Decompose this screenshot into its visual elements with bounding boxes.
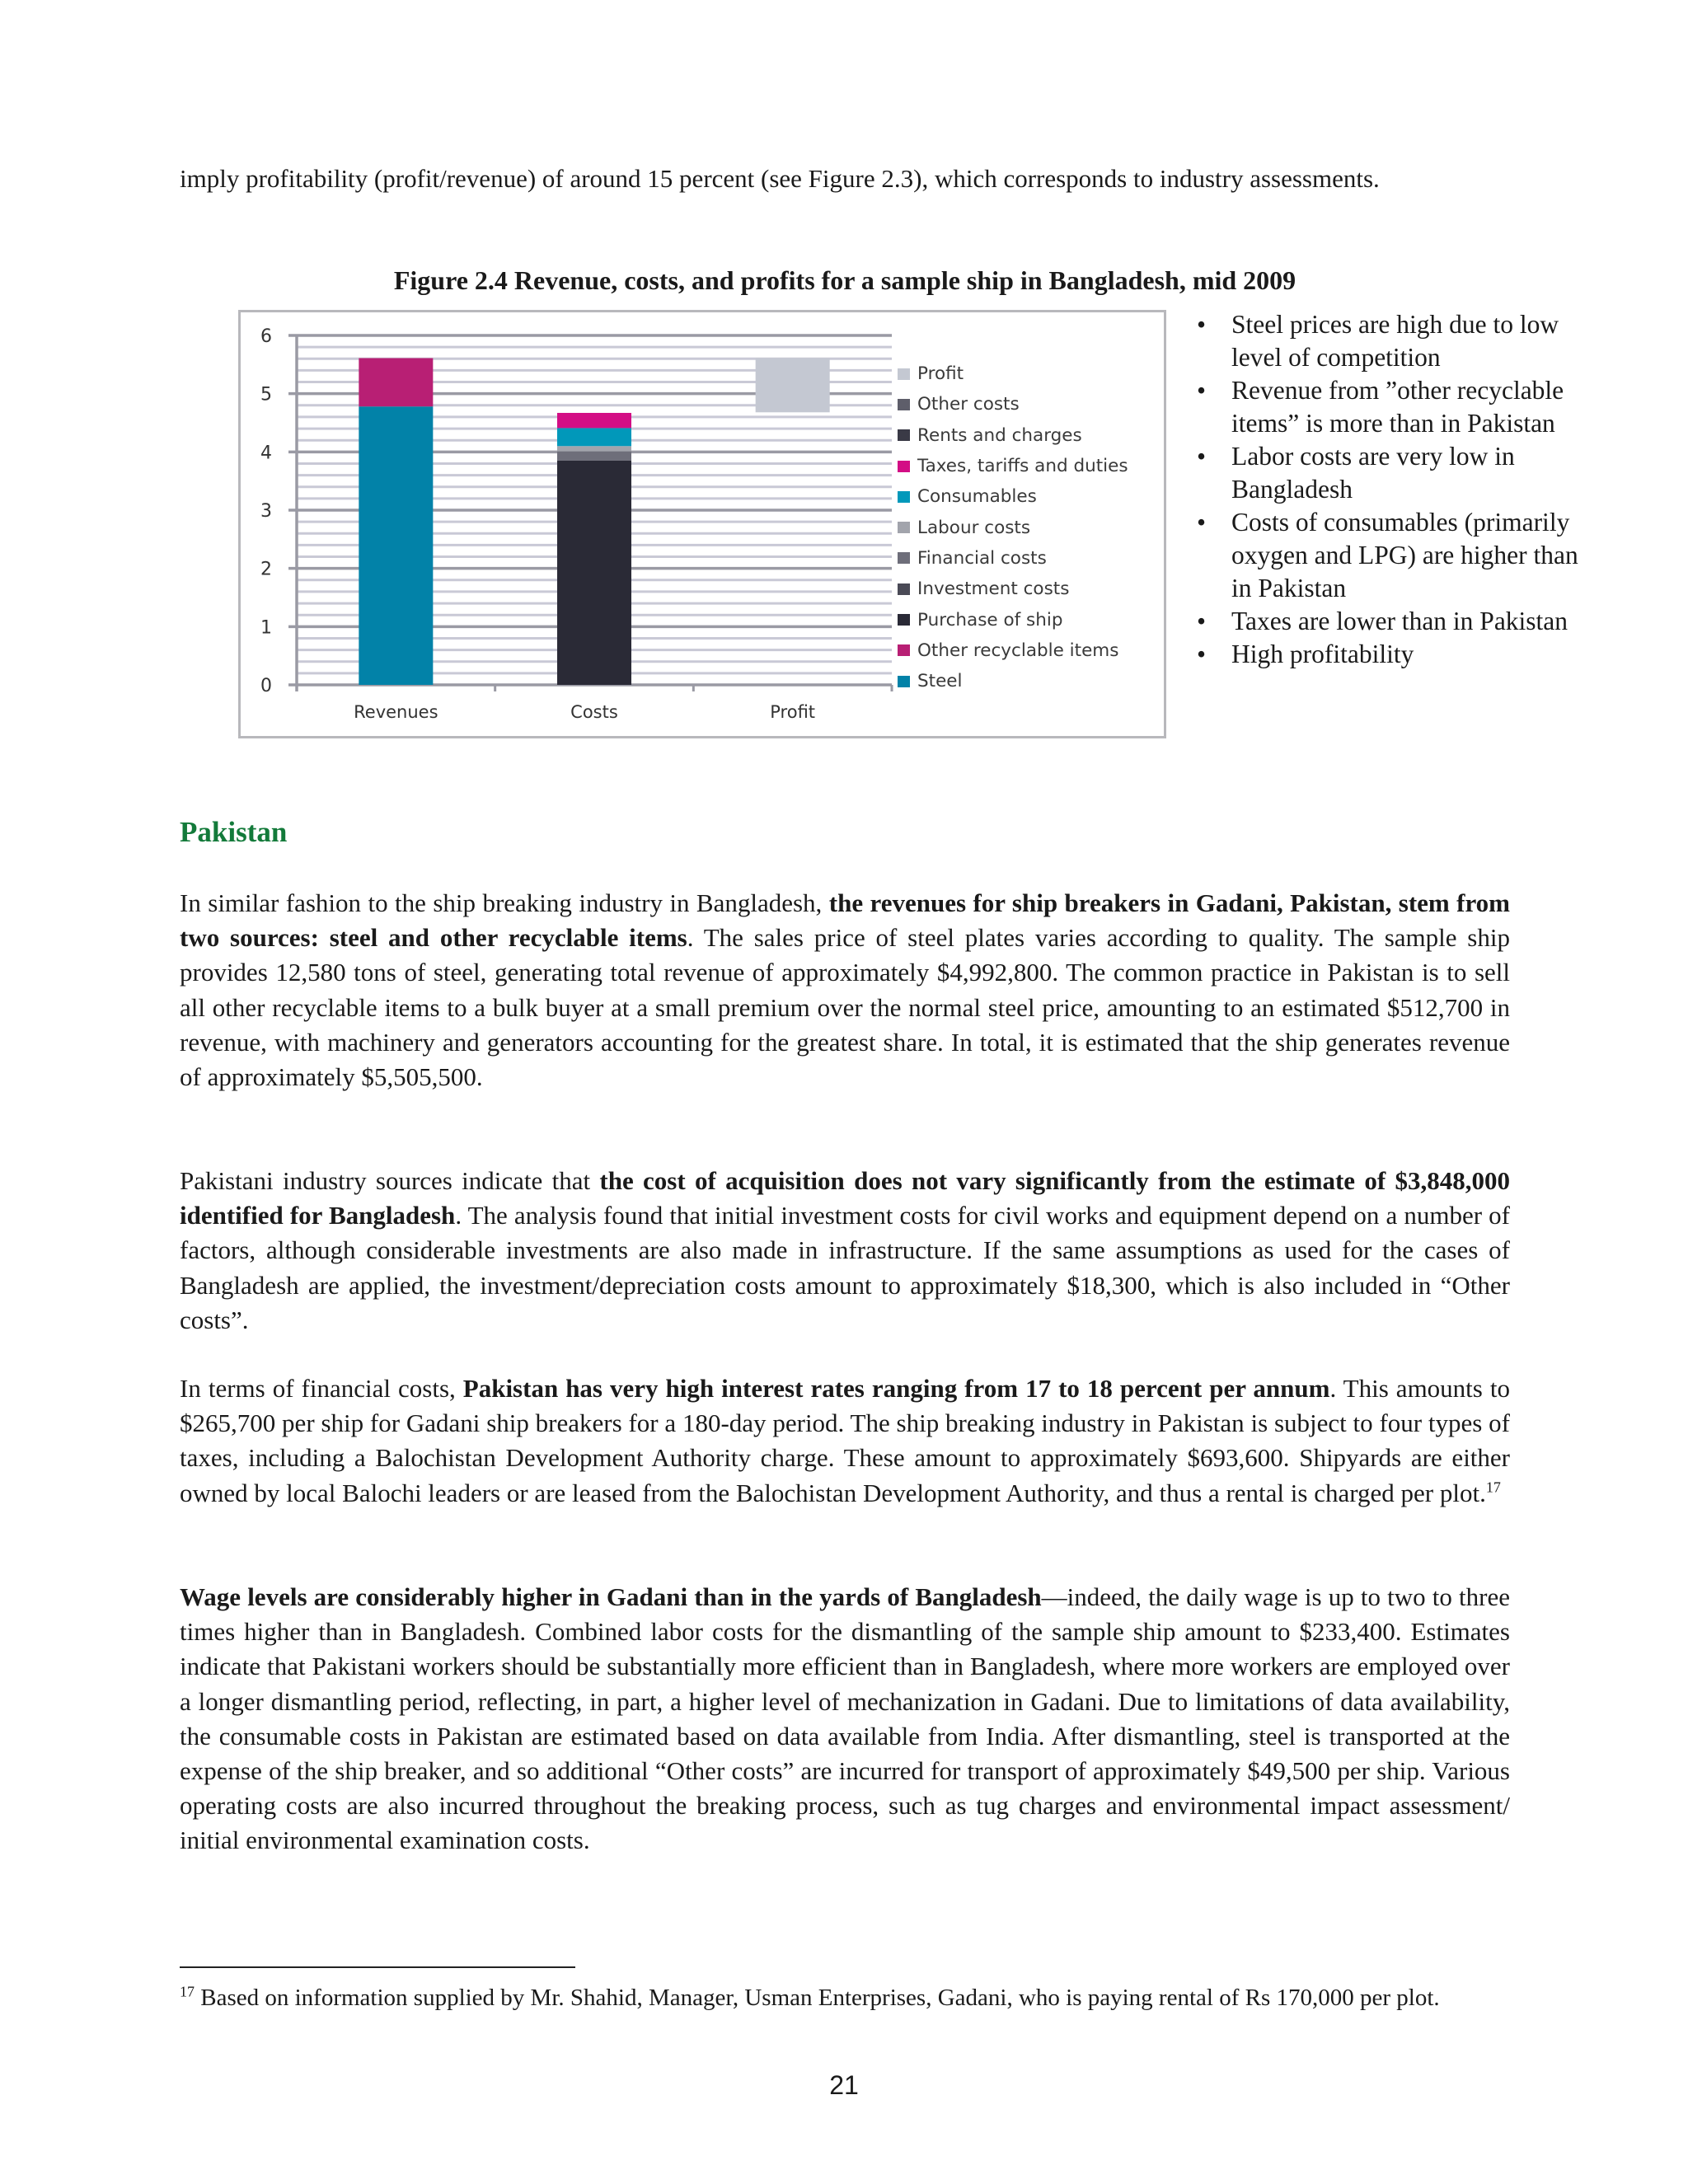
- p3-bold: Pakistan has very high interest rates ranging from 17 to 18 percent per annum: [462, 1374, 1330, 1403]
- page-number: 21: [829, 2070, 859, 2100]
- footnote-17: [180, 1981, 1510, 2014]
- legend-label: Investment costs: [917, 579, 1070, 600]
- section-heading-pakistan: Pakistan: [180, 816, 288, 848]
- bar-segment-labour-costs: [557, 446, 631, 451]
- footnote-divider: [180, 1966, 575, 1968]
- x-category-label: Revenues: [354, 702, 438, 722]
- p2-bold: the cost of acquisition does not vary significantly from the estimate of $3,848,000 identified for Bangladesh: [180, 1166, 1510, 1230]
- legend-label: Financial costs: [917, 547, 1047, 569]
- footnote-text: Based on information supplied by Mr. Shahid, Manager, Usman Enterprises, Gadani, who is paying rental of Rs 170,000 per plot.: [195, 1985, 1440, 2011]
- p2-text: Pakistani industry sources indicate that: [180, 1166, 600, 1195]
- footnote-reference[interactable]: 17: [1485, 1479, 1501, 1496]
- legend-swatch-icon: [898, 614, 910, 626]
- paragraph-acquisition: [180, 1164, 1510, 1338]
- legend-swatch-icon: [898, 461, 910, 472]
- legend-swatch-icon: [898, 429, 910, 441]
- legend-item: [898, 389, 1128, 419]
- y-tick-label: 1: [260, 617, 272, 639]
- y-tick-label: 6: [260, 326, 272, 347]
- legend-swatch-icon: [898, 491, 910, 503]
- x-category-label: Costs: [570, 702, 618, 722]
- bar-segment-purchase-of-ship: [557, 461, 631, 685]
- legend-label: Steel: [917, 671, 963, 692]
- p4-bold: Wage levels are considerably higher in Gadani than in the yards of Bangladesh: [180, 1582, 1042, 1611]
- bar-segment-consumables: [557, 428, 631, 446]
- paragraph-wages: [180, 1580, 1510, 1858]
- legend-label: Rents and charges: [917, 424, 1082, 446]
- legend-label: Other recyclable items: [917, 640, 1119, 661]
- figure-caption: Figure 2.4 Revenue, costs, and profits for a sample ship in Bangladesh, mid 2009: [393, 265, 1296, 295]
- bullet-item: • Taxes are lower than in Pakistan: [1197, 605, 1592, 638]
- legend-item: [898, 543, 1128, 574]
- y-tick-label: 4: [260, 443, 272, 464]
- bar-segment-other-recyclable-items: [359, 359, 433, 407]
- bullet-item: • Costs of consumables (primarily oxygen and LPG) are higher than in Pakistan: [1197, 506, 1592, 605]
- y-tick-label: 3: [260, 501, 272, 522]
- x-category-label: Profit: [770, 702, 816, 722]
- stacked-bar-chart: [238, 310, 1166, 738]
- legend-swatch-icon: [898, 583, 910, 595]
- legend-item: [898, 604, 1128, 635]
- footnote-number: 17: [180, 1983, 195, 2000]
- p1-text-cont: . The sales price of steel plates varies according to quality. The sample ship provides 12,580 tons of steel, generating total revenue of approximately $4,992,800. The common practice in Pakistan is to sell all other recyclable items to a bulk buyer at a small premium over the normal steel price, amounting to an estimated $512,700 in revenue, with machinery and generators accounting for the greatest share. In total, it is estimated that the ship generates revenue of approximately $5,505,500.: [180, 923, 1510, 1092]
- legend-swatch-icon: [898, 399, 910, 410]
- chart-legend: [898, 359, 1128, 696]
- paragraph-revenues: [180, 886, 1510, 1094]
- figure-bullet-list: [1197, 308, 1592, 671]
- legend-swatch-icon: [898, 368, 910, 380]
- legend-item: [898, 512, 1128, 542]
- bar-segment-financial-costs: [557, 452, 631, 461]
- legend-label: Profit: [917, 363, 964, 385]
- bullet-item: • High profitability: [1197, 638, 1592, 671]
- intro-paragraph: [180, 162, 1510, 196]
- p3-text-cont: . This amounts to $265,700 per ship for Gadani ship breakers for a 180-day period. The ship breaking industry in Pakistan is subject to four types of taxes, including a Balochistan Development Authority charge. These amount to approximately $693,600. Shipyards are either owned by local Balochi leaders or are leased from the Balochistan Development Authority, and thus a rental is charged per plot.: [180, 1374, 1510, 1507]
- intro-text: imply profitability (profit/revenue) of around 15 percent (see Figure 2.3), which corresponds to industry assessments.: [180, 164, 1380, 193]
- bar-segment-taxes-tariffs-and-duties: [557, 413, 631, 428]
- legend-swatch-icon: [898, 644, 910, 656]
- bullet-item: • Labor costs are very low in Bangladesh: [1197, 440, 1592, 506]
- legend-label: Labour costs: [917, 517, 1031, 538]
- paragraph-financial-costs: [180, 1371, 1510, 1511]
- bar-segment-profit: [756, 359, 830, 413]
- legend-label: Taxes, tariffs and duties: [917, 456, 1128, 477]
- bar-segment-steel: [359, 406, 433, 685]
- p1-bold: the revenues for ship breakers in Gadani, Pakistan, stem from two sources: steel and other recyclable items: [180, 888, 1511, 953]
- y-tick-label: 5: [260, 384, 272, 405]
- legend-swatch-icon: [898, 522, 910, 533]
- y-tick-label: 2: [260, 559, 272, 580]
- legend-item: [898, 359, 1128, 389]
- legend-item: [898, 574, 1128, 604]
- p2-text-cont: . The analysis found that initial investment costs for civil works and equipment depend on a number of factors, although considerable investments are also made in infrastructure. If the same assumptions as used for the cases of Bangladesh are applied, the investment/depreciation costs amount to approximately $18,300, which is also included in “Other costs”.: [180, 1201, 1510, 1334]
- legend-item: [898, 635, 1128, 666]
- p1-text: In similar fashion to the ship breaking industry in Bangladesh,: [180, 888, 829, 917]
- bullet-item: • Steel prices are high due to low level of competition: [1197, 308, 1592, 374]
- legend-item: [898, 420, 1128, 451]
- bullet-item: • Revenue from ”other recyclable items” is more than in Pakistan: [1197, 374, 1592, 440]
- legend-swatch-icon: [898, 552, 910, 564]
- legend-label: Consumables: [917, 486, 1037, 508]
- p3-text: In terms of financial costs,: [180, 1374, 463, 1403]
- legend-swatch-icon: [898, 676, 910, 687]
- y-tick-label: 0: [260, 676, 272, 696]
- legend-item: [898, 451, 1128, 481]
- bar-segment-investment-costs: [557, 460, 631, 461]
- legend-label: Purchase of ship: [917, 609, 1063, 630]
- legend-label: Other costs: [917, 394, 1020, 415]
- legend-item: [898, 666, 1128, 696]
- p4-text-cont: —indeed, the daily wage is up to two to three times higher than in Bangladesh. Combined labor costs for the dismantling of the sample ship amount to $233,400. Estimates indicate that Pakistani workers should be substantially more efficient than in Bangladesh, where more workers are employed over a longer dismantling period, reflecting, in part, a higher level of mechanization in Gadani. Due to limitations of data availability, the consumable costs in Pakistan are estimated based on data available from India. After dismantling, steel is transported at the expense of the ship breaker, and so additional “Other costs” are incurred for transport of approximately $49,500 per ship. Various operating costs are also incurred throughout the breaking process, such as tug charges and environmental impact assessment/ initial environmental examination costs.: [180, 1582, 1510, 1855]
- legend-item: [898, 481, 1128, 512]
